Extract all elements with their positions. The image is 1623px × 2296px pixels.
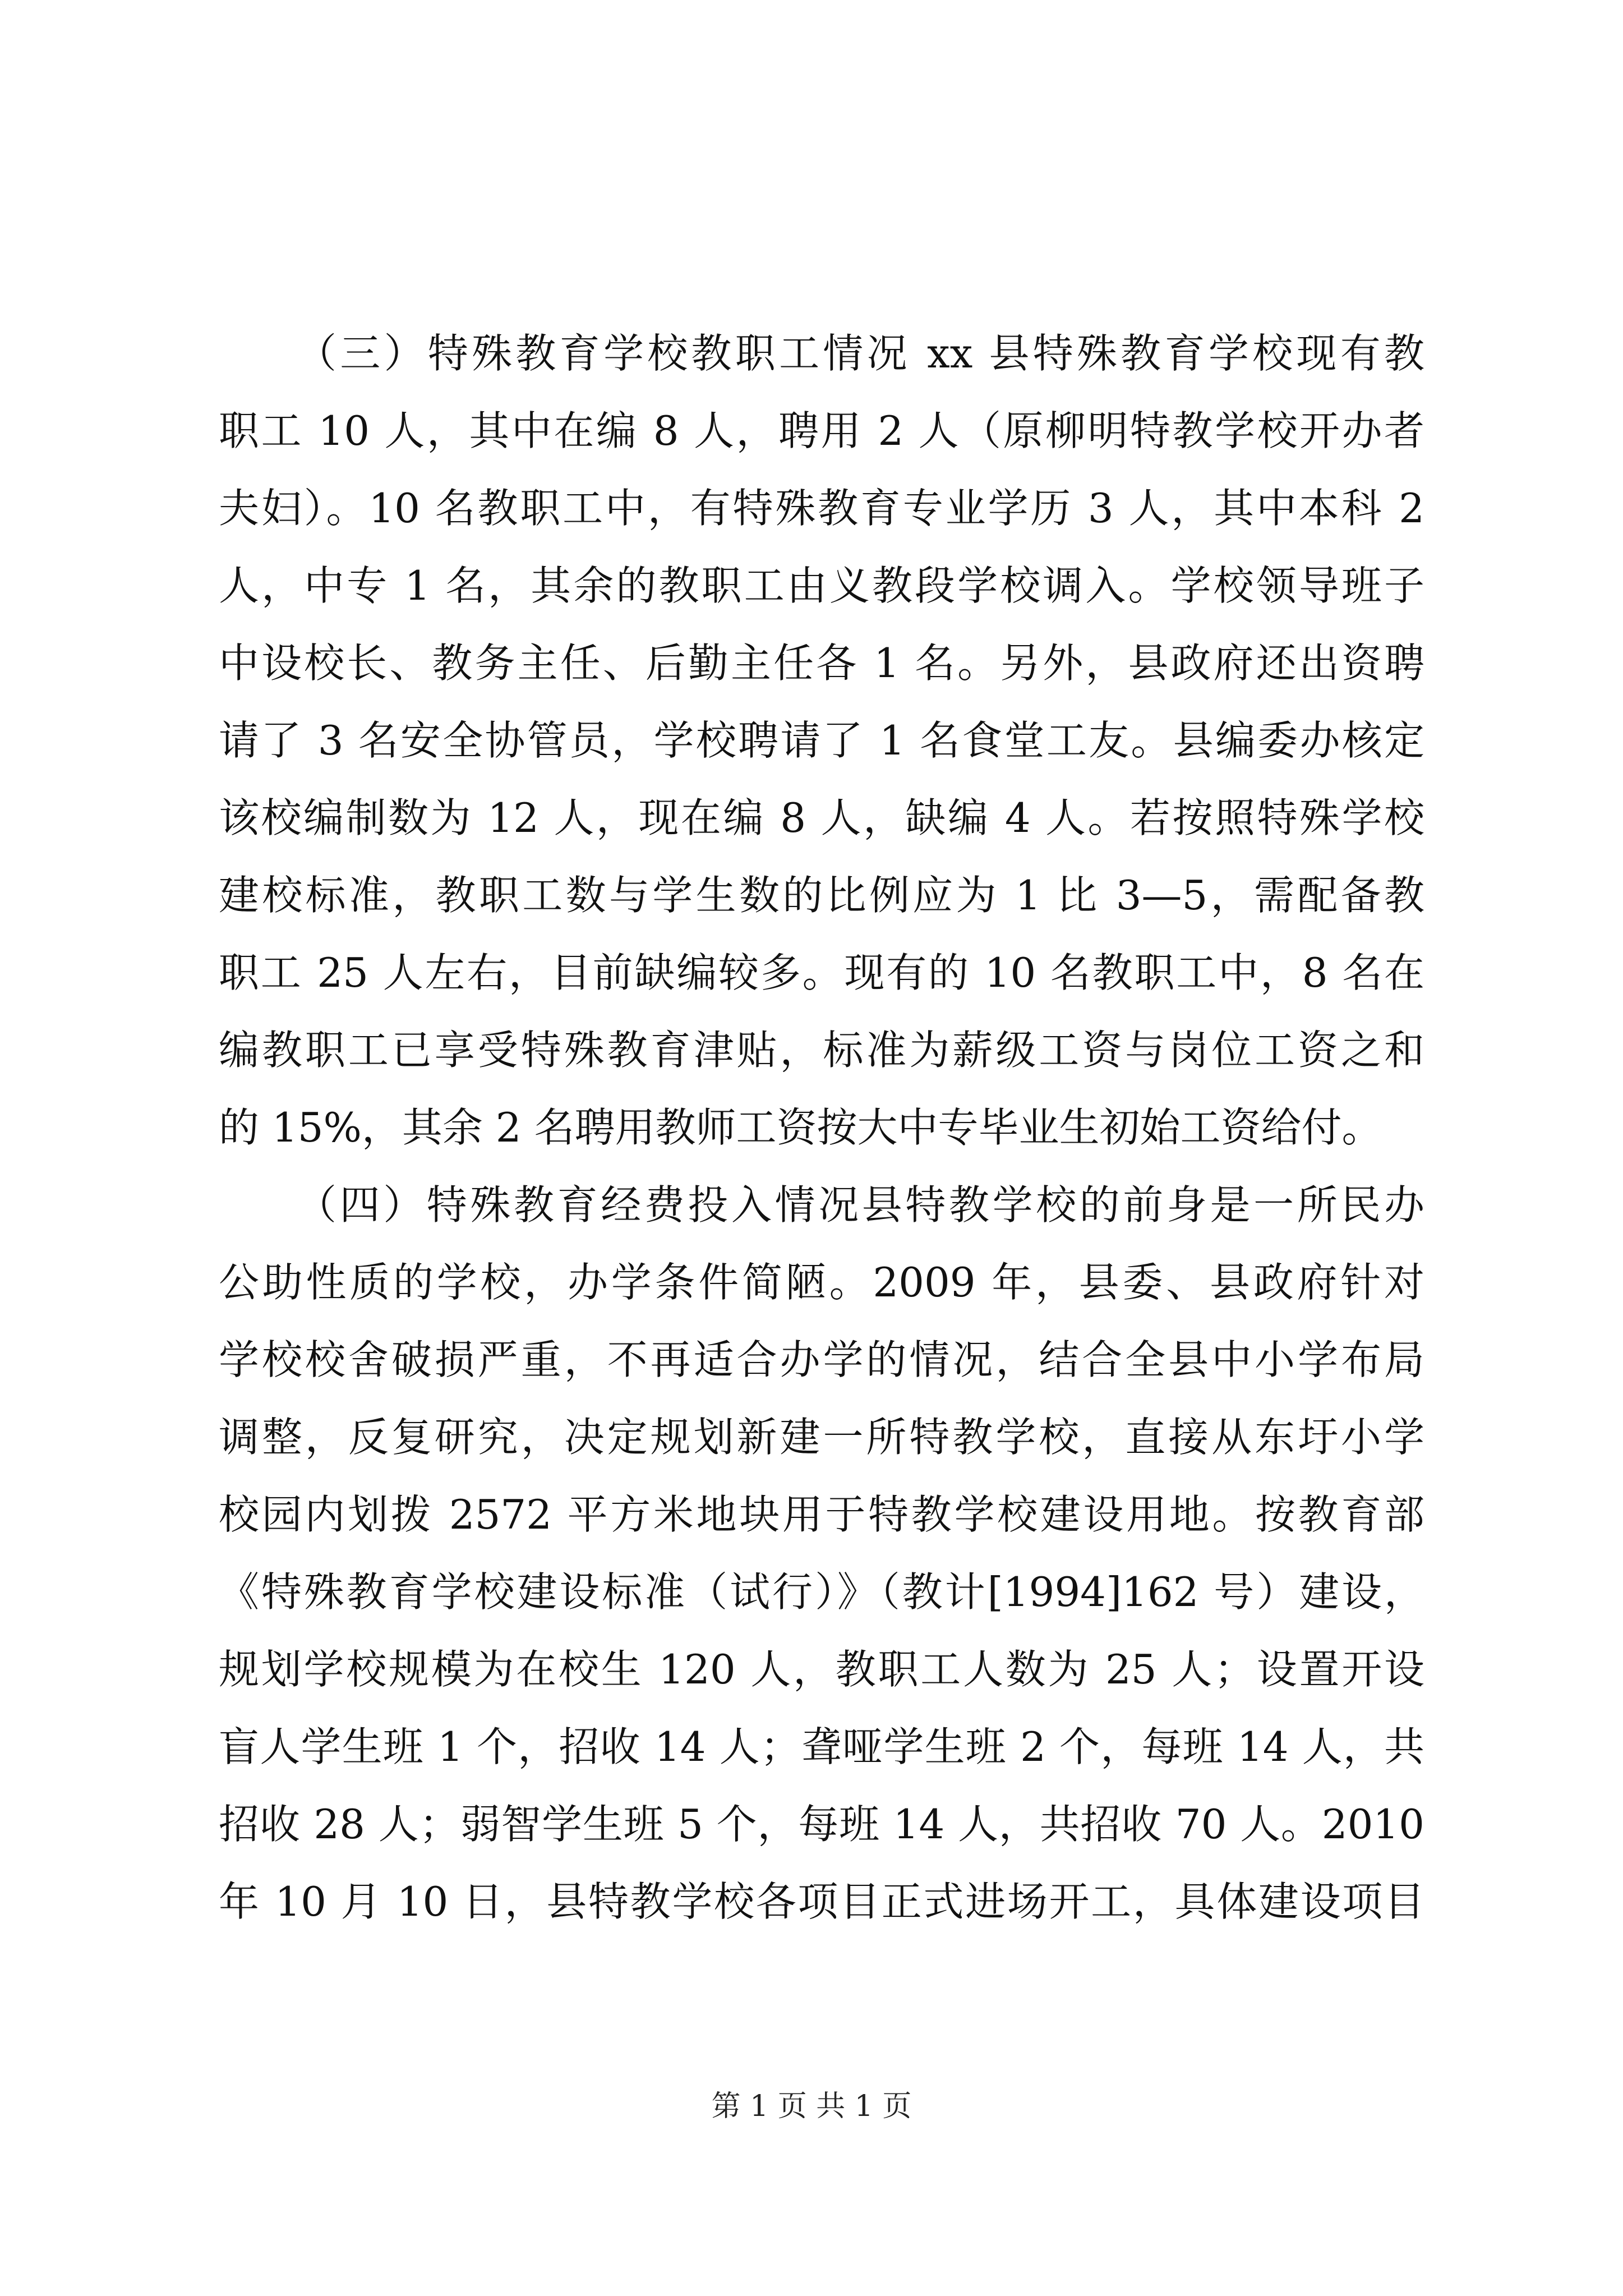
- paragraph-1-line-10: 编教职工已享受特殊教育津贴，标准为薪级工资与岗位工资之和: [219, 1027, 1424, 1074]
- paragraph-2-line-2: 公助性质的学校，办学条件简陋。2009 年，县委、县政府针对: [219, 1259, 1424, 1306]
- paragraph-2-line-9: 招收 28 人；弱智学生班 5 个，每班 14 人，共招收 70 人。2010: [219, 1801, 1424, 1848]
- paragraph-2-line-6: 《特殊教育学校建设标准（试行）》（教计[1994]162 号）建设，: [219, 1568, 1424, 1616]
- paragraph-1-line-9: 职工 25 人左右，目前缺编较多。现有的 10 名教职工中，8 名在: [219, 949, 1424, 996]
- paragraph-1-line-5: 中设校长、教务主任、后勤主任各 1 名。另外，县政府还出资聘: [219, 639, 1424, 687]
- paragraph-2-line-8: 盲人学生班 1 个，招收 14 人；聋哑学生班 2 个，每班 14 人，共: [219, 1723, 1424, 1770]
- paragraph-1-line-11: 的 15%，其余 2 名聘用教师工资按大中专毕业生初始工资给付。: [219, 1104, 1382, 1151]
- paragraph-2-line-1: （四）特殊教育经费投入情况县特教学校的前身是一所民办: [296, 1181, 1424, 1228]
- page-number-footer: 第 1 页 共 1 页: [711, 2090, 912, 2123]
- paragraph-2-line-3: 学校校舍破损严重，不再适合办学的情况，结合全县中小学布局: [219, 1336, 1424, 1383]
- paragraph-2-line-4: 调整，反复研究，决定规划新建一所特教学校，直接从东圩小学: [219, 1414, 1424, 1461]
- paragraph-2-line-10: 年 10 月 10 日，县特教学校各项目正式进场开工，具体建设项目: [219, 1878, 1424, 1925]
- paragraph-1-line-8: 建校标准，教职工数与学生数的比例应为 1 比 3—5，需配备教: [219, 872, 1424, 919]
- paragraph-1-line-3: 夫妇）。10 名教职工中，有特殊教育专业学历 3 人，其中本科 2: [219, 485, 1424, 532]
- paragraph-1-line-2: 职工 10 人，其中在编 8 人，聘用 2 人（原柳明特教学校开办者: [219, 407, 1424, 454]
- paragraph-1-line-6: 请了 3 名安全协管员，学校聘请了 1 名食堂工友。县编委办核定: [219, 717, 1424, 764]
- paragraph-1-line-7: 该校编制数为 12 人，现在编 8 人，缺编 4 人。若按照特殊学校: [219, 794, 1424, 841]
- paragraph-2-line-7: 规划学校规模为在校生 120 人，教职工人数为 25 人；设置开设: [219, 1646, 1424, 1693]
- paragraph-2-line-5: 校园内划拨 2572 平方米地块用于特教学校建设用地。按教育部: [219, 1491, 1424, 1538]
- paragraph-1-line-1: （三）特殊教育学校教职工情况 xx 县特殊教育学校现有教: [296, 330, 1424, 377]
- paragraph-1-line-4: 人，中专 1 名，其余的教职工由义教段学校调入。学校领导班子: [219, 562, 1424, 609]
